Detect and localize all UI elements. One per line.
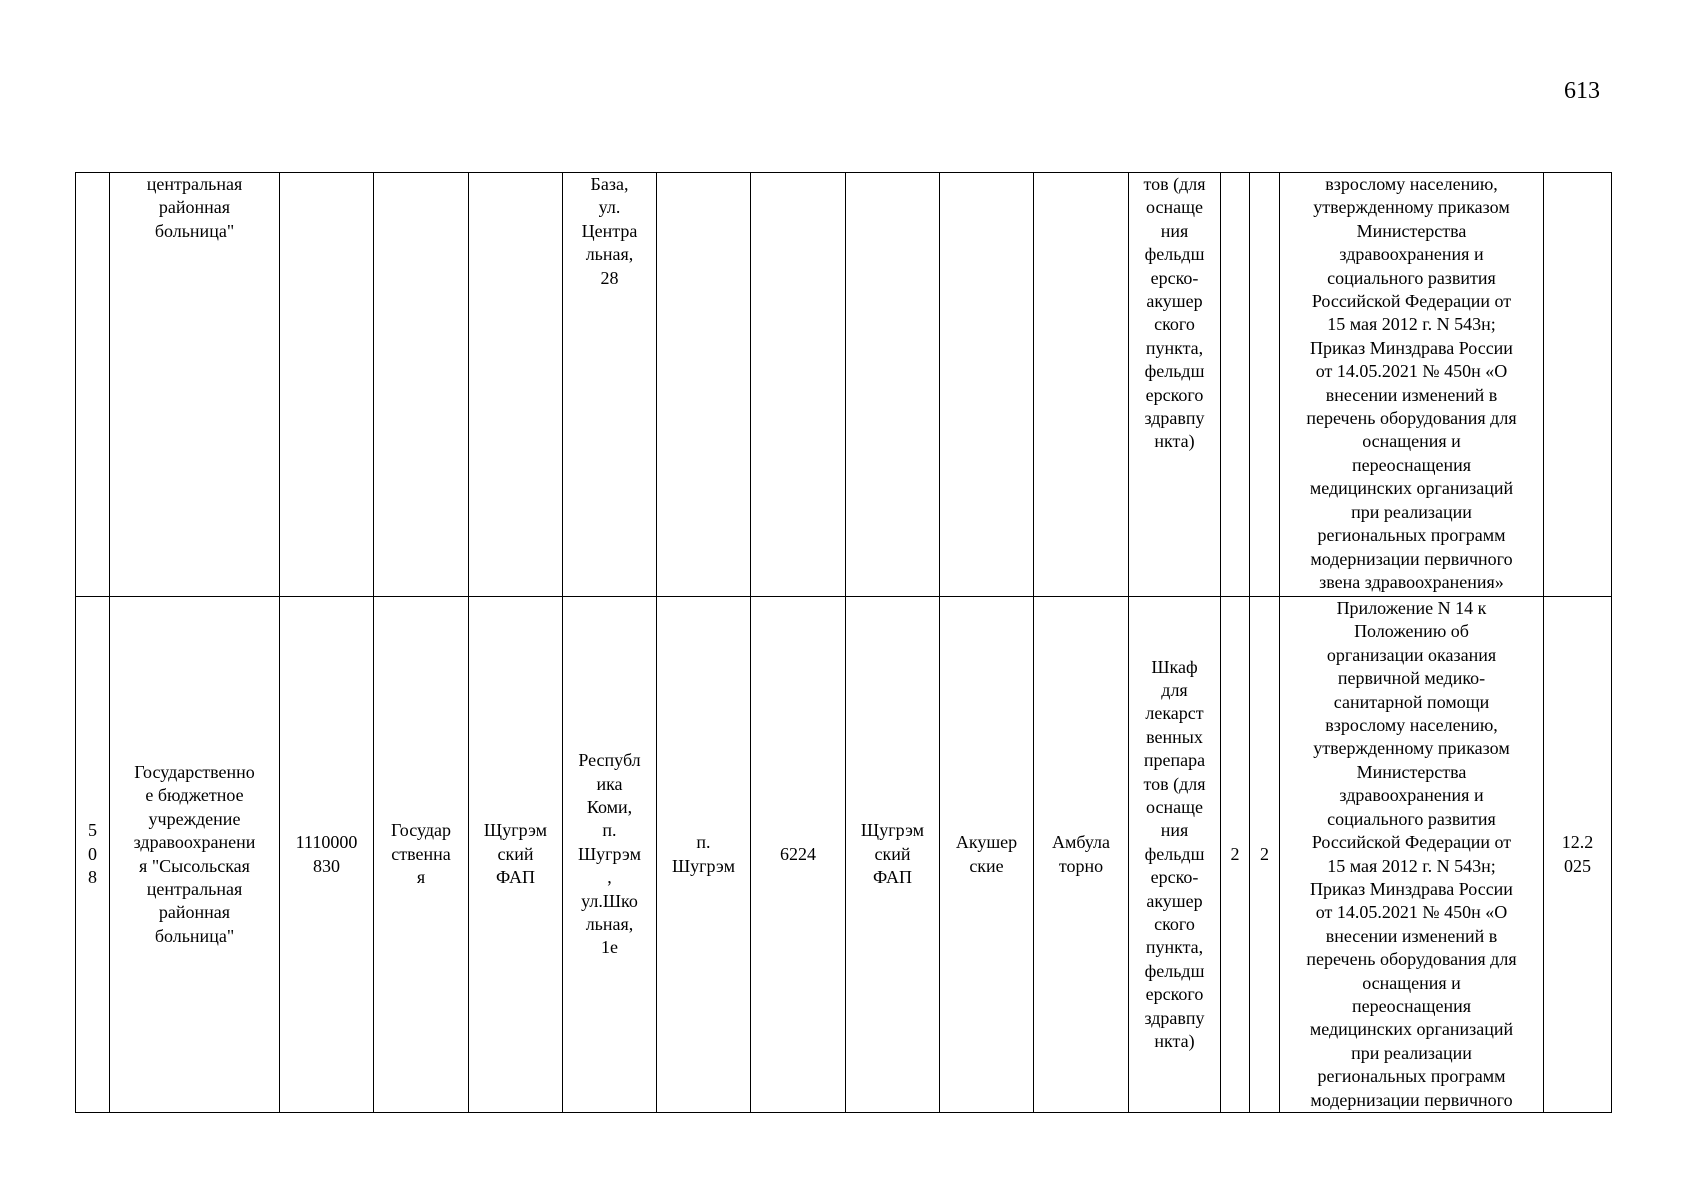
cell-quantity-b: 2 [1250,597,1280,1113]
cell-organization: Государственно е бюджетное учреждение здравоохранени я "Сысольская центральная районная больница" [110,597,280,1113]
cell-quantity-a: 2 [1221,597,1250,1113]
table-row [76,597,1612,1113]
cell-standard: Приложение N 14 к Положению об организации оказания первичной медико- санитарной помощи взрослому населению, утвержденному приказом Министерства здравоохранения и социального развития Российской Федерации от 15 мая 2012 г. N 543н; Приказ Минздрава России от 14.05.2021 № 450н «О внесении изменений в перечень оборудования для оснащения и переоснащения медицинских организаций при реализации региональных программ модернизации первичного [1280,597,1544,1113]
cell-row-number: 5 0 8 [76,597,110,1113]
cell-code [280,173,374,597]
cell-address: База, ул. Центра льная, 28 [563,173,657,597]
page-number: 613 [1564,78,1600,104]
cell-ownership: Государ ственна я [374,597,469,1113]
document-table [75,172,1612,1113]
cell-settlement [657,173,751,597]
cell-quantity-a [1221,173,1250,597]
cell-unit-name [469,173,563,597]
cell-date [1544,173,1612,597]
cell-population: 6224 [751,597,846,1113]
cell-facility [846,173,940,597]
cell-facility: Щугрэм ский ФАП [846,597,940,1113]
cell-profile [940,173,1034,597]
cell-address: Республ ика Коми, п. Шугрэм , ул.Шко льная, 1е [563,597,657,1113]
cell-organization: центральная районная больница" [110,173,280,597]
cell-profile: Акушер ские [940,597,1034,1113]
cell-equipment: тов (для оснаще ния фельдш ерско- акушер ского пункта, фельдш ерского здравпу нкта) [1129,173,1221,597]
table-row [76,173,1612,597]
cell-unit-name: Щугрэм ский ФАП [469,597,563,1113]
cell-standard: взрослому населению, утвержденному приказом Министерства здравоохранения и социального развития Российской Федерации от 15 мая 2012 г. N 543н; Приказ Минздрава России от 14.05.2021 № 450н «О внесении изменений в перечень оборудования для оснащения и переоснащения медицинских организаций при реализации региональных программ модернизации первичного звена здравоохранения» [1280,173,1544,597]
cell-quantity-b [1250,173,1280,597]
cell-code: 1110000 830 [280,597,374,1113]
cell-care-condition: Амбула торно [1034,597,1129,1113]
cell-ownership [374,173,469,597]
cell-equipment: Шкаф для лекарст венных препара тов (для оснаще ния фельдш ерско- акушер ского пункта, фельдш ерского здравпу нкта) [1129,597,1221,1113]
cell-settlement: п. Шугрэм [657,597,751,1113]
cell-row-number [76,173,110,597]
cell-care-condition [1034,173,1129,597]
cell-population [751,173,846,597]
cell-date: 12.2 025 [1544,597,1612,1113]
